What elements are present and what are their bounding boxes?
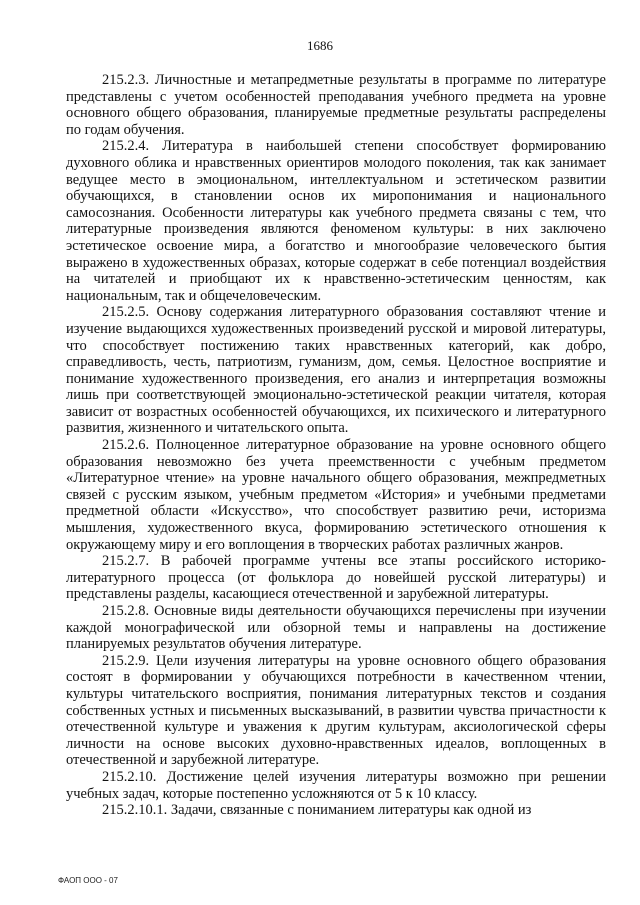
paragraph-215-2-4: 215.2.4. Литература в наибольшей степени способствует формированию духовного облика и нравственных ориентиров молодого поколения, так как занимает ведущее место в эмоциональном, интеллектуальном и эстетическом развитии обучающихся, в становлении основ их миропонимания и национального самосознания. Особенности литературы как учебного предмета связаны с тем, что литературные произведения являются феноменом культуры: в них заключено эстетическое освоение мира, а богатство и многообразие человеческого бытия выражено в художественных образах, которые содержат в себе потенциал воздействия на читателей и приобщают их к нравственно-эстетическим ценностям, как национальным, так и общечеловеческим. [66,138,606,304]
paragraph-215-2-10-1: 215.2.10.1. Задачи, связанные с пониманием литературы как одной из [102,802,532,819]
paragraph-215-2-7: 215.2.7. В рабочей программе учтены все этапы российского историко-литературного процесса (от фольклора до новейшей русской литературы) и представлены разделы, касающиеся отечественной и зарубежной литературы. [66,553,606,603]
paragraph-215-2-10: 215.2.10. Достижение целей изучения литературы возможно при решении учебных задач, которые постепенно усложняются от 5 к 10 классу. [66,768,606,802]
paragraph-215-2-9: 215.2.9. Цели изучения литературы на уровне основного общего образования состоят в формировании у обучающихся потребности в качественном чтении, культуры читательского восприятия, понимания литературных текстов и создания собственных устных и письменных высказываний, в развитии чувства причастности к отечественной культуре и уважения к другим культурам, аксиологической сферы личности на основе высоких духовно-нравственных идеалов, воплощенных в отечественной и зарубежной литературе. [66,652,606,769]
page-number: 1686 [307,38,333,53]
paragraph-215-2-6: 215.2.6. Полноценное литературное образование на уровне основного общего образования невозможно без учета преемственности с учебным предметом «Литературное чтение» на уровне начального общего образования, межпредметных связей с русским языком, учебным предметом «История» и учебными предметами предметной области «Искусство», что способствует развитию речи, историзма мышления, художественного вкуса, формированию эстетического отношения к окружающему миру и его воплощения в творческих работах различных жанров. [66,437,606,553]
paragraph-215-2-3: 215.2.3. Личностные и метапредметные результаты в программе по литературе представлены с учетом особенностей преподавания учебного предмета на уровне основного общего образования, планируемые предметные результаты распределены по годам обучения. [66,72,606,138]
document-body [66,72,606,819]
paragraph-215-2-5: 215.2.5. Основу содержания литературного образования составляют чтение и изучение выдающихся художественных произведений русской и мировой литературы, что способствует постижению таких нравственных категорий, как добро, справедливость, честь, патриотизм, гуманизм, дом, семья. Целостное восприятие и понимание художественного произведения, его анализ и интерпретация возможны лишь при соответствующей эмоционально-эстетической реакции читателя, которая зависит от возрастных особенностей обучающихся, их психического и литературного развития, жизненного и читательского опыта. [66,304,606,437]
paragraph-215-2-8: 215.2.8. Основные виды деятельности обучающихся перечислены при изучении каждой монографической или обзорной темы и направлены на достижение планируемых результатов обучения литературе. [66,603,606,653]
footer-document-code: ФАОП ООО - 07 [58,876,118,885]
